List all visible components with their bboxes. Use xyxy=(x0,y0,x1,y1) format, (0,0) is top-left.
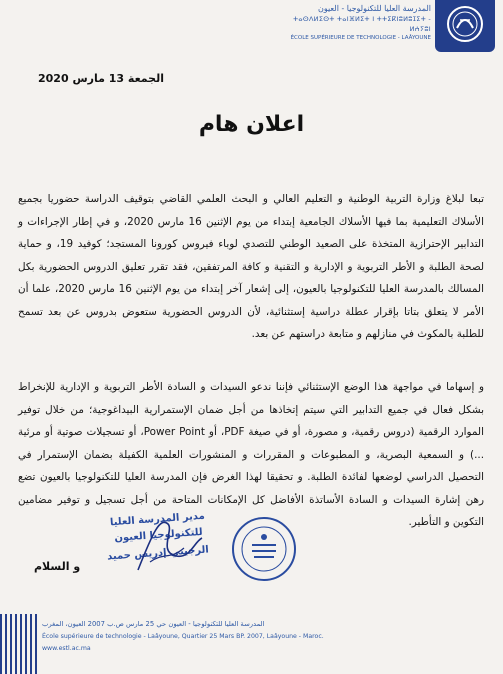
document-date: الجمعة 13 مارس 2020 xyxy=(38,72,164,85)
paragraph-1: تبعا لبلاغ وزارة التربية الوطنية و التعليم العالي و البحث العلمي القاضي بتوقيف الدراسة حضوريا بجميع الأسلاك التعليمية بما فيها الأسلاك الجامعية إبتداء من يوم الإثنين 16 مارس 2020، و في إطار الإجراءات و التدابير الإحترازية المتخذة على الصعيد الوطني للتصدي لوباء فيروس كورونا المستجد؛ كوفيد 19، و حماية لصحة الطلبة و الأطر التربوية و الإدارية و التقنية و كافة المرتفقين، فقد تقرر تعليق الدروس الحضورية بكل المسالك بالمدرسة العليا للتكنولوجيا بالعيون، إلى إشعار آخر إبتداء من يوم الإثنين 16 مارس 2020، علما أن الأمر لا يتعلق بتاتا بإقرار عطلة دراسية إستثنائية، لأن الدروس الحضورية ستعوض بدروس عن بعد تسمح للطلبة بالمكوث في منازلهم و متابعة دراستهم عن بعد. xyxy=(18,193,484,340)
closing-salutation: و السلام xyxy=(34,560,81,573)
signature-title: مدير المدرسة العليا للتكنولوجيا العيون xyxy=(109,510,206,545)
header-institution xyxy=(281,4,431,42)
institution-name-french: ÉCOLE SUPÉRIEURE DE TECHNOLOGIE - LAÂYOUNE xyxy=(290,35,431,41)
signature-block xyxy=(98,512,218,572)
official-stamp xyxy=(230,515,298,583)
signature-name: الرجيبي إدريس حميد xyxy=(106,544,210,563)
footer-hatch-decoration xyxy=(0,614,40,674)
university-logo-icon xyxy=(435,0,495,52)
footer-website: www.estl.ac.ma xyxy=(42,645,91,652)
document-title: اعلان هام xyxy=(198,112,305,137)
institution-name-arabic: المدرسة العليا للتكنولوجيا - العيون xyxy=(317,4,431,13)
institution-name-tifinagh: ⵜⴰⵙⴷⵍⵉⵙⵜ ⵜⴰⵏⴼⵍⵉⵜ ⵏ ⵜⵜⵉⴽⵏⵓⵍⵓⵊⵉⵜ - ⵍⵄⵢⵓⵏ xyxy=(293,15,431,33)
paragraph-2: و إسهاما في مواجهة هذا الوضع الإستثنائي فإننا ندعو السيدات و السادة الأطر التربوية و الإدارية للإنخراط بشكل فعال في جميع التدابير التي سيتم إتخاذها من أجل ضمان الإستمرارية البيداغوجية؛ من خلال توفير الموارد الرقمية (دروس رقمية، و مصورة، أو في صيغة PDF، أو Power Point، أو تسجيلات صوتية أو مرئية ...) و السمعية البصرية، و المطبوعات و المقررات و المنشورات العلمية الكفيلة بضمان الإستمرار في التحصيل الدراسي لوضعها لفائدة الطلبة. و تحقيقا لهذا الغرض فإن المدرسة العليا للتكنولوجيا بالعيون تضع رهن إشارة السيدات و السادة الأساتذة الأفاضل كل الإمكانات المتاحة من أجل تسجيل و توفير مضامين التكوين و التأطير. xyxy=(18,381,484,528)
handwritten-signature xyxy=(98,512,218,576)
footer-address-arabic: المدرسة العليا للتكنولوجيا - العيون حي 25 مارس ص.ب 2007 العيون، المغرب xyxy=(42,620,265,628)
footer-address-french: École supérieure de technologie - Laâyoune, Quartier 25 Mars BP. 2007, Laâyoune - Maroc. xyxy=(42,633,324,640)
